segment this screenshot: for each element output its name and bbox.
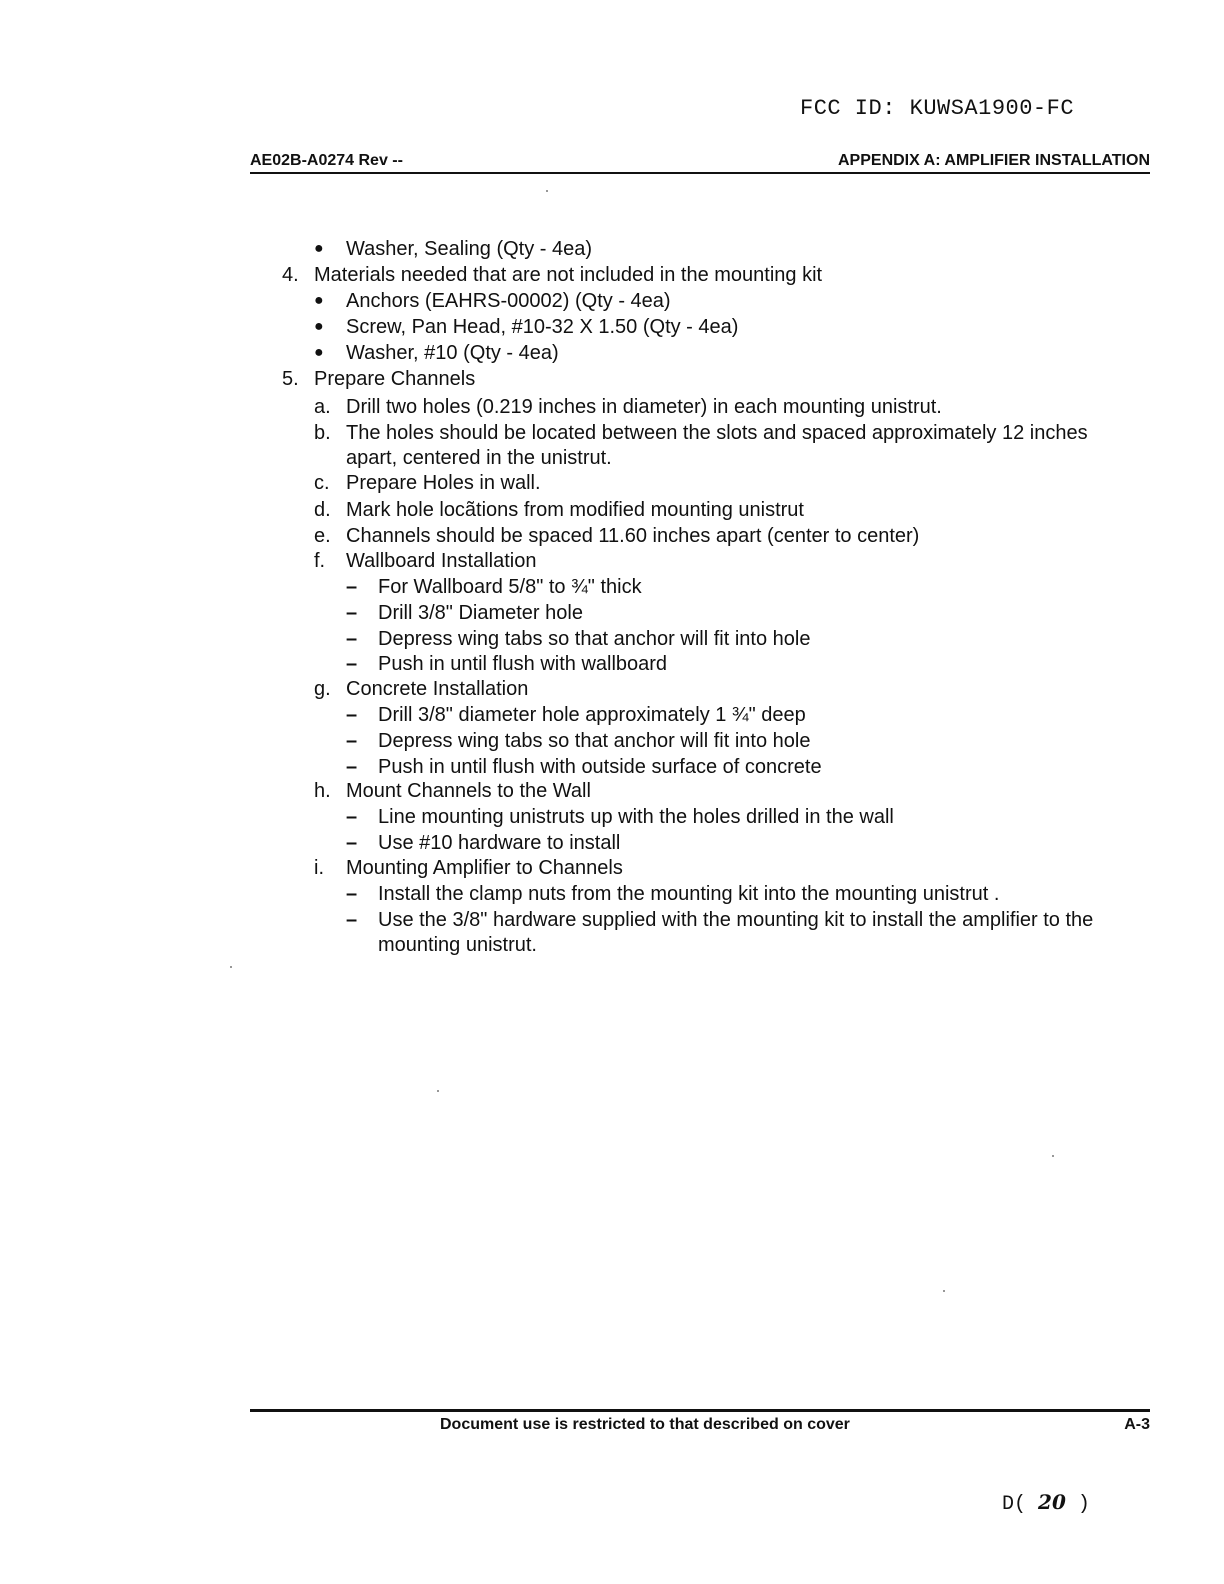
sub-item: Use #10 hardware to install — [378, 832, 621, 854]
footer-rule — [250, 1409, 1150, 1412]
dash-icon: – — [346, 653, 358, 675]
sub-item: Drill 3/8" Diameter hole — [378, 602, 583, 624]
section-title: APPENDIX A: AMPLIFIER INSTALLATION — [838, 152, 1150, 169]
page-number: A-3 — [1124, 1416, 1150, 1433]
dash-icon: – — [346, 730, 358, 752]
step-number: 4. — [282, 264, 299, 286]
sub-item-continuation: mounting unistrut. — [378, 934, 537, 956]
dash-icon: – — [346, 832, 358, 854]
list-item: Anchors (EAHRS-00002) (Qty - 4ea) — [346, 290, 671, 312]
item-label: d. — [314, 499, 331, 521]
sub-item: Line mounting unistruts up with the holes drilled in the wall — [378, 806, 894, 828]
bullet-icon: ● — [314, 344, 324, 361]
list-item: Prepare Holes in wall. — [346, 472, 541, 494]
list-item: Washer, Sealing (Qty - 4ea) — [346, 238, 593, 260]
dash-icon: – — [346, 628, 358, 650]
bullet-icon: ● — [314, 292, 324, 309]
sub-item: Depress wing tabs so that anchor will fit into hole — [378, 730, 811, 752]
page-mark-handwritten: 20 — [1038, 1490, 1066, 1514]
header-rule — [250, 172, 1150, 174]
item-label: g. — [314, 678, 331, 700]
sub-item: Drill 3/8" diameter hole approximately 1 ¾" deep — [378, 704, 806, 726]
list-item: Mount Channels to the Wall — [346, 780, 591, 802]
item-label: a. — [314, 396, 331, 418]
footer-notice: Document use is restricted to that described on cover — [440, 1416, 850, 1433]
sub-item: Use the 3/8" hardware supplied with the mounting kit to install the amplifier to the — [378, 909, 1094, 931]
sub-item: For Wallboard 5/8" to ¾" thick — [378, 576, 642, 598]
list-item: Channels should be spaced 11.60 inches apart (center to center) — [346, 525, 920, 547]
fcc-id: FCC ID: KUWSA1900-FC — [800, 96, 1075, 121]
list-item: Drill two holes (0.219 inches in diameter) in each mounting unistrut. — [346, 396, 942, 418]
bullet-icon: ● — [314, 318, 324, 335]
dash-icon: – — [346, 909, 358, 931]
list-item: Screw, Pan Head, #10-32 X 1.50 (Qty - 4ea) — [346, 316, 739, 338]
step-text: Materials needed that are not included in the mounting kit — [314, 264, 823, 286]
dash-icon: – — [346, 883, 358, 905]
bullet-icon: ● — [314, 240, 324, 257]
list-item: Wallboard Installation — [346, 550, 537, 572]
dash-icon: – — [346, 602, 358, 624]
item-label: h. — [314, 780, 331, 802]
list-item: Mark hole locãtions from modified mounting unistrut — [346, 499, 804, 521]
scan-speck — [546, 190, 548, 192]
list-item: The holes should be located between the slots and spaced approximately 12 inches — [346, 422, 1088, 444]
list-item-continuation: apart, centered in the unistrut. — [346, 447, 612, 469]
sub-item: Depress wing tabs so that anchor will fit into hole — [378, 628, 811, 650]
list-item: Concrete Installation — [346, 678, 529, 700]
list-item: Mounting Amplifier to Channels — [346, 857, 623, 879]
item-label: b. — [314, 422, 331, 444]
page-mark — [1002, 1490, 1090, 1516]
sub-item: Push in until flush with wallboard — [378, 653, 668, 675]
scan-speck — [1052, 1155, 1054, 1157]
item-label: f. — [314, 550, 326, 572]
sub-item: Install the clamp nuts from the mounting kit into the mounting unistrut . — [378, 883, 1000, 905]
page-mark-prefix: D( — [1002, 1493, 1027, 1516]
dash-icon: – — [346, 576, 358, 598]
sub-item: Push in until flush with outside surface of concrete — [378, 756, 822, 778]
step-number: 5. — [282, 368, 299, 390]
step-text: Prepare Channels — [314, 368, 476, 390]
item-label: i. — [314, 857, 324, 879]
scan-speck — [943, 1290, 945, 1292]
page-mark-suffix: ) — [1077, 1493, 1090, 1516]
scan-speck — [437, 1090, 439, 1092]
item-label: e. — [314, 525, 331, 547]
scan-speck — [230, 966, 232, 968]
document-number: AE02B-A0274 Rev -- — [250, 152, 403, 169]
dash-icon: – — [346, 806, 358, 828]
item-label: c. — [314, 472, 330, 494]
dash-icon: – — [346, 704, 358, 726]
dash-icon: – — [346, 756, 358, 778]
list-item: Washer, #10 (Qty - 4ea) — [346, 342, 559, 364]
